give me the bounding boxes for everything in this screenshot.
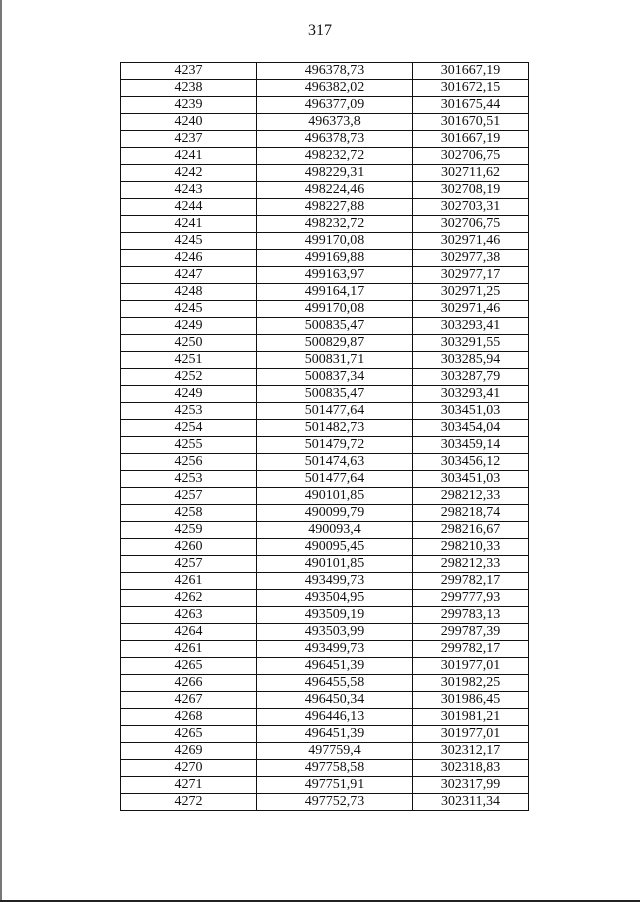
table-row (121, 488, 529, 505)
point-number-cell: 4246 (121, 250, 257, 267)
x-coordinate-cell: 496455,58 (257, 675, 413, 692)
y-coordinate-cell: 299782,17 (413, 573, 529, 590)
x-coordinate-cell: 500837,34 (257, 369, 413, 386)
x-coordinate-cell: 497752,73 (257, 794, 413, 811)
x-coordinate-cell: 499164,17 (257, 284, 413, 301)
table-row (121, 658, 529, 675)
x-coordinate-cell: 500831,71 (257, 352, 413, 369)
point-number-cell: 4248 (121, 284, 257, 301)
table-row (121, 216, 529, 233)
x-coordinate-cell: 498224,46 (257, 182, 413, 199)
x-coordinate-cell: 490101,85 (257, 488, 413, 505)
point-number-cell: 4250 (121, 335, 257, 352)
table-row (121, 233, 529, 250)
y-coordinate-cell: 301977,01 (413, 658, 529, 675)
table-row (121, 352, 529, 369)
point-number-cell: 4265 (121, 658, 257, 675)
y-coordinate-cell: 302311,34 (413, 794, 529, 811)
point-number-cell: 4266 (121, 675, 257, 692)
y-coordinate-cell: 302708,19 (413, 182, 529, 199)
point-number-cell: 4237 (121, 131, 257, 148)
y-coordinate-cell: 302971,46 (413, 233, 529, 250)
table-row (121, 777, 529, 794)
point-number-cell: 4245 (121, 233, 257, 250)
x-coordinate-cell: 496373,8 (257, 114, 413, 131)
x-coordinate-cell: 496450,34 (257, 692, 413, 709)
x-coordinate-cell: 497751,91 (257, 777, 413, 794)
y-coordinate-cell: 302318,83 (413, 760, 529, 777)
table-row (121, 63, 529, 80)
y-coordinate-cell: 301667,19 (413, 131, 529, 148)
x-coordinate-cell: 499170,08 (257, 233, 413, 250)
x-coordinate-cell: 496378,73 (257, 131, 413, 148)
x-coordinate-cell: 490101,85 (257, 556, 413, 573)
x-coordinate-cell: 496377,09 (257, 97, 413, 114)
y-coordinate-cell: 301675,44 (413, 97, 529, 114)
x-coordinate-cell: 490093,4 (257, 522, 413, 539)
y-coordinate-cell: 299777,93 (413, 590, 529, 607)
point-number-cell: 4261 (121, 641, 257, 658)
table-row (121, 675, 529, 692)
x-coordinate-cell: 500835,47 (257, 386, 413, 403)
table-row (121, 318, 529, 335)
point-number-cell: 4247 (121, 267, 257, 284)
x-coordinate-cell: 500829,87 (257, 335, 413, 352)
x-coordinate-cell: 493509,19 (257, 607, 413, 624)
table-row (121, 386, 529, 403)
x-coordinate-cell: 501477,64 (257, 403, 413, 420)
x-coordinate-cell: 501474,63 (257, 454, 413, 471)
point-number-cell: 4244 (121, 199, 257, 216)
y-coordinate-cell: 301670,51 (413, 114, 529, 131)
x-coordinate-cell: 497758,58 (257, 760, 413, 777)
point-number-cell: 4263 (121, 607, 257, 624)
x-coordinate-cell: 498232,72 (257, 216, 413, 233)
x-coordinate-cell: 499163,97 (257, 267, 413, 284)
table-row (121, 794, 529, 811)
y-coordinate-cell: 303285,94 (413, 352, 529, 369)
point-number-cell: 4242 (121, 165, 257, 182)
table-row (121, 471, 529, 488)
point-number-cell: 4261 (121, 573, 257, 590)
point-number-cell: 4260 (121, 539, 257, 556)
table-row (121, 165, 529, 182)
x-coordinate-cell: 493499,73 (257, 573, 413, 590)
x-coordinate-cell: 496382,02 (257, 80, 413, 97)
y-coordinate-cell: 302706,75 (413, 148, 529, 165)
y-coordinate-cell: 301672,15 (413, 80, 529, 97)
y-coordinate-cell: 298218,74 (413, 505, 529, 522)
table-row (121, 726, 529, 743)
point-number-cell: 4253 (121, 471, 257, 488)
y-coordinate-cell: 298212,33 (413, 556, 529, 573)
y-coordinate-cell: 299783,13 (413, 607, 529, 624)
table-row (121, 454, 529, 471)
coordinates-table-body (121, 63, 529, 811)
x-coordinate-cell: 490099,79 (257, 505, 413, 522)
point-number-cell: 4253 (121, 403, 257, 420)
table-row (121, 335, 529, 352)
x-coordinate-cell: 496451,39 (257, 658, 413, 675)
table-row (121, 709, 529, 726)
point-number-cell: 4257 (121, 556, 257, 573)
y-coordinate-cell: 302971,25 (413, 284, 529, 301)
x-coordinate-cell: 500835,47 (257, 318, 413, 335)
table-row (121, 403, 529, 420)
table-row (121, 284, 529, 301)
point-number-cell: 4271 (121, 777, 257, 794)
point-number-cell: 4264 (121, 624, 257, 641)
point-number-cell: 4258 (121, 505, 257, 522)
table-row (121, 743, 529, 760)
table-row (121, 199, 529, 216)
x-coordinate-cell: 497759,4 (257, 743, 413, 760)
y-coordinate-cell: 298216,67 (413, 522, 529, 539)
page-number: 317 (308, 22, 332, 39)
point-number-cell: 4240 (121, 114, 257, 131)
point-number-cell: 4262 (121, 590, 257, 607)
table-row (121, 114, 529, 131)
y-coordinate-cell: 301982,25 (413, 675, 529, 692)
table-row (121, 590, 529, 607)
y-coordinate-cell: 302703,31 (413, 199, 529, 216)
table-row (121, 556, 529, 573)
y-coordinate-cell: 302312,17 (413, 743, 529, 760)
point-number-cell: 4254 (121, 420, 257, 437)
table-row (121, 420, 529, 437)
table-row (121, 437, 529, 454)
point-number-cell: 4251 (121, 352, 257, 369)
table-row (121, 573, 529, 590)
table-row (121, 760, 529, 777)
x-coordinate-cell: 501482,73 (257, 420, 413, 437)
coordinates-table (120, 62, 529, 811)
y-coordinate-cell: 298210,33 (413, 539, 529, 556)
point-number-cell: 4238 (121, 80, 257, 97)
table-row (121, 97, 529, 114)
table-row (121, 80, 529, 97)
y-coordinate-cell: 303451,03 (413, 403, 529, 420)
y-coordinate-cell: 301977,01 (413, 726, 529, 743)
y-coordinate-cell: 299787,39 (413, 624, 529, 641)
point-number-cell: 4256 (121, 454, 257, 471)
point-number-cell: 4239 (121, 97, 257, 114)
y-coordinate-cell: 302977,17 (413, 267, 529, 284)
table-row (121, 182, 529, 199)
x-coordinate-cell: 493503,99 (257, 624, 413, 641)
point-number-cell: 4237 (121, 63, 257, 80)
x-coordinate-cell: 493504,95 (257, 590, 413, 607)
table-row (121, 369, 529, 386)
y-coordinate-cell: 302711,62 (413, 165, 529, 182)
y-coordinate-cell: 303454,04 (413, 420, 529, 437)
table-row (121, 250, 529, 267)
y-coordinate-cell: 303293,41 (413, 318, 529, 335)
point-number-cell: 4257 (121, 488, 257, 505)
x-coordinate-cell: 498232,72 (257, 148, 413, 165)
y-coordinate-cell: 301986,45 (413, 692, 529, 709)
x-coordinate-cell: 501479,72 (257, 437, 413, 454)
table-row (121, 641, 529, 658)
point-number-cell: 4243 (121, 182, 257, 199)
y-coordinate-cell: 299782,17 (413, 641, 529, 658)
point-number-cell: 4249 (121, 318, 257, 335)
y-coordinate-cell: 303459,14 (413, 437, 529, 454)
x-coordinate-cell: 498229,31 (257, 165, 413, 182)
x-coordinate-cell: 499169,88 (257, 250, 413, 267)
point-number-cell: 4270 (121, 760, 257, 777)
y-coordinate-cell: 303287,79 (413, 369, 529, 386)
point-number-cell: 4269 (121, 743, 257, 760)
y-coordinate-cell: 303291,55 (413, 335, 529, 352)
point-number-cell: 4259 (121, 522, 257, 539)
page-left-edge (0, 0, 2, 902)
x-coordinate-cell: 501477,64 (257, 471, 413, 488)
table-row (121, 624, 529, 641)
point-number-cell: 4252 (121, 369, 257, 386)
table-row (121, 539, 529, 556)
table-row (121, 505, 529, 522)
table-row (121, 692, 529, 709)
table-row (121, 267, 529, 284)
point-number-cell: 4241 (121, 216, 257, 233)
y-coordinate-cell: 302317,99 (413, 777, 529, 794)
y-coordinate-cell: 298212,33 (413, 488, 529, 505)
point-number-cell: 4267 (121, 692, 257, 709)
y-coordinate-cell: 303456,12 (413, 454, 529, 471)
x-coordinate-cell: 490095,45 (257, 539, 413, 556)
x-coordinate-cell: 496446,13 (257, 709, 413, 726)
point-number-cell: 4268 (121, 709, 257, 726)
y-coordinate-cell: 301981,21 (413, 709, 529, 726)
table-row (121, 131, 529, 148)
table-row (121, 148, 529, 165)
x-coordinate-cell: 496378,73 (257, 63, 413, 80)
y-coordinate-cell: 302977,38 (413, 250, 529, 267)
y-coordinate-cell: 301667,19 (413, 63, 529, 80)
point-number-cell: 4245 (121, 301, 257, 318)
point-number-cell: 4265 (121, 726, 257, 743)
point-number-cell: 4241 (121, 148, 257, 165)
table-row (121, 607, 529, 624)
y-coordinate-cell: 302706,75 (413, 216, 529, 233)
point-number-cell: 4249 (121, 386, 257, 403)
x-coordinate-cell: 496451,39 (257, 726, 413, 743)
table-row (121, 522, 529, 539)
point-number-cell: 4255 (121, 437, 257, 454)
y-coordinate-cell: 303451,03 (413, 471, 529, 488)
y-coordinate-cell: 302971,46 (413, 301, 529, 318)
y-coordinate-cell: 303293,41 (413, 386, 529, 403)
x-coordinate-cell: 498227,88 (257, 199, 413, 216)
x-coordinate-cell: 499170,08 (257, 301, 413, 318)
point-number-cell: 4272 (121, 794, 257, 811)
table-row (121, 301, 529, 318)
x-coordinate-cell: 493499,73 (257, 641, 413, 658)
